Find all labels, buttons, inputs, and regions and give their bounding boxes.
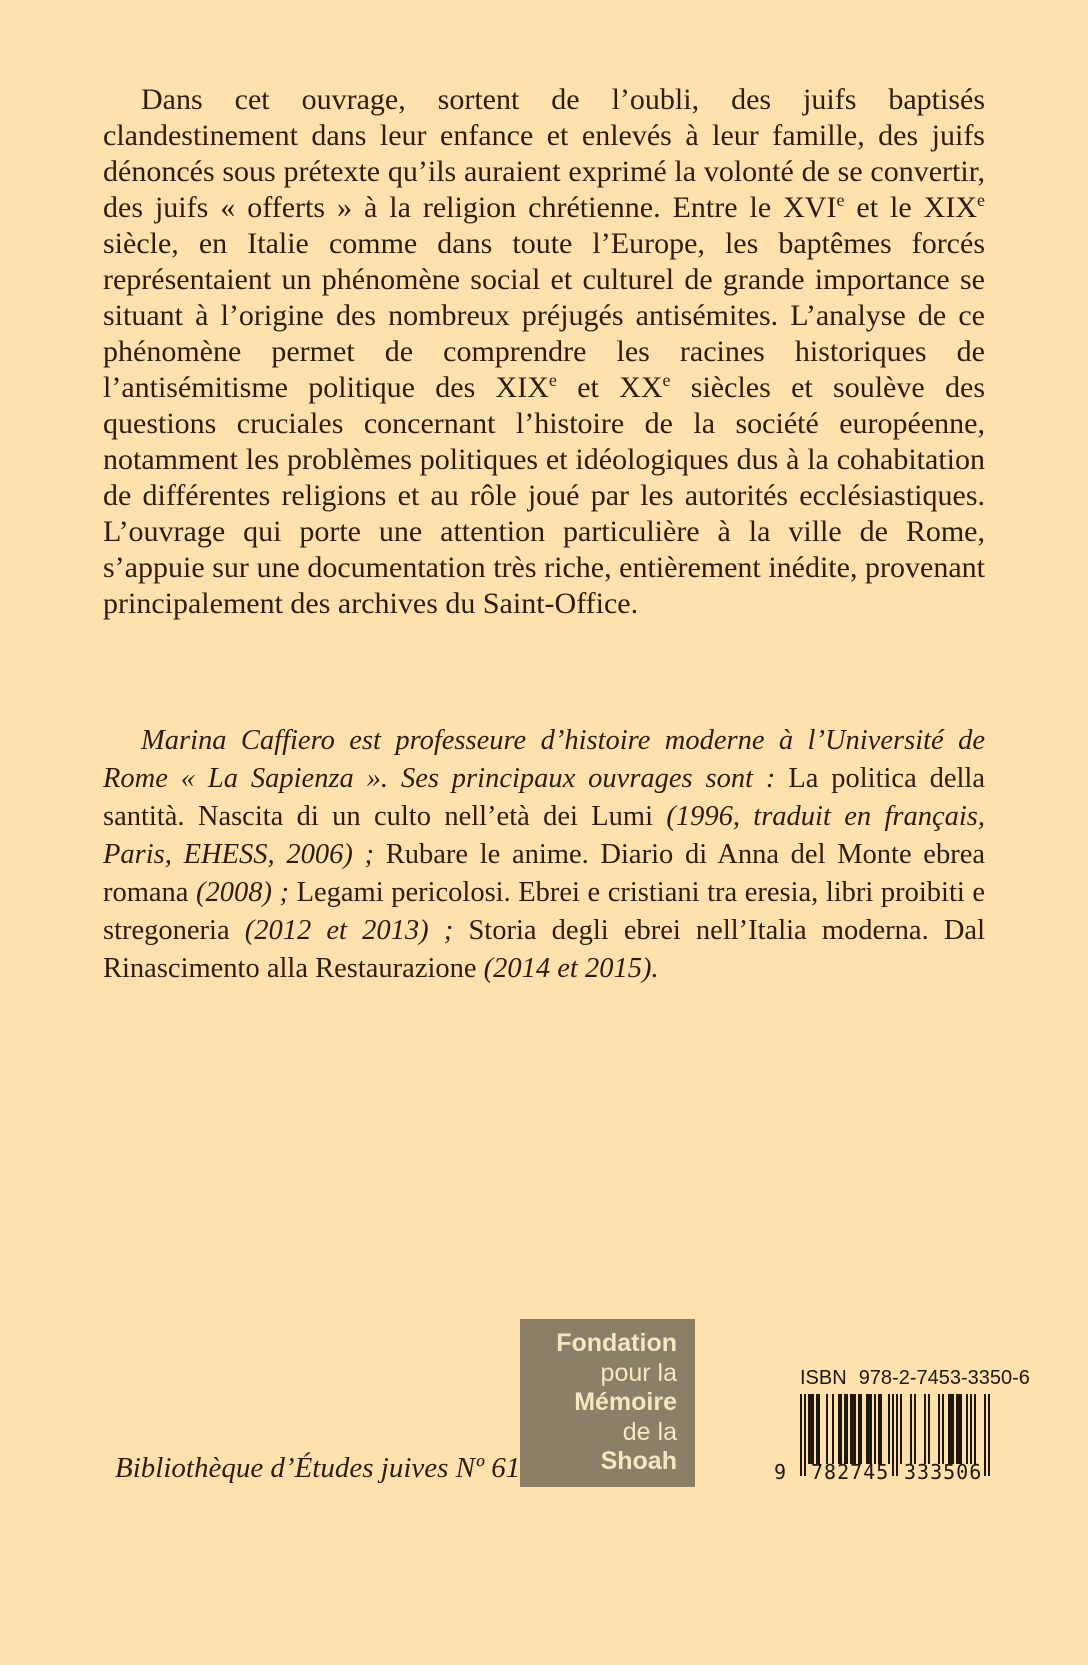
logo-line: Mémoire [574, 1388, 677, 1417]
publisher-logo [520, 1319, 695, 1487]
ean13-barcode [774, 1394, 990, 1484]
barcode-digit-group: 9 [774, 1460, 787, 1484]
author-bio-paragraph: Marina Caffiero est professeure d’histoire moderne à l’Université de Rome « La Sapienza ». Ses principaux ouvrages sont : La politica della santità. Nascita di un culto nell’età dei Lumi (1996, traduit en français, Paris, EHESS, 2006) ; Rubare le anime. Diario di Anna del Monte ebrea romana (2008) ; Legami pericolosi. Ebrei e cristiani tra eresia, libri proibiti e stregoneria (2012 et 2013) ; Storia degli ebrei nell’Italia moderna. Dal Rinascimento alla Restaurazione (2014 et 2015). [103, 725, 986, 984]
isbn-block [774, 1366, 1030, 1484]
logo-line: de la [622, 1417, 677, 1446]
isbn-prefix: ISBN [800, 1367, 847, 1389]
logo-line: pour la [600, 1358, 677, 1387]
synopsis-paragraph: Dans cet ouvrage, sortent de l’oubli, des juifs baptisés clandestinement dans leur enfance et enlevés à leur famille, des juifs dénoncés sous prétexte qu’ils auraient exprimé la volonté de se convertir, des juifs « offerts » à la religion chrétienne. Entre le XVIe et le XIXe siècle, en Italie comme dans toute l’Europe, les baptêmes forcés représentaient un phénomène social et culturel de grande importance se situant à l’origine des nombreux préjugés antisémites. L’analyse de ce phénomène permet de comprendre les racines historiques de l’antisémitisme politique des XIXe et XXe siècles et soulève des questions cruciales concernant l’histoire de la société européenne, notamment les problèmes politiques et idéologiques dus à la cohabitation de différentes religions et au rôle joué par les autorités ecclésiastiques. L’ouvrage qui porte une attention particulière à la ville de Rome, s’appuie sur une documentation très riche, entièrement inédite, provenant principalement des archives du Saint-Office. [103, 83, 986, 620]
series-label: Bibliothèque d’Études juives Nº 61 [115, 1452, 521, 1484]
isbn-label [800, 1366, 1030, 1390]
logo-line: Fondation [556, 1329, 677, 1358]
logo-line: Shoah [600, 1447, 677, 1476]
barcode-digit-group: 782745 [811, 1460, 890, 1484]
isbn-number: 978-2-7453-3350-6 [858, 1367, 1030, 1389]
barcode-digit-group: 333506 [904, 1460, 983, 1484]
barcode-digits [774, 1460, 990, 1484]
